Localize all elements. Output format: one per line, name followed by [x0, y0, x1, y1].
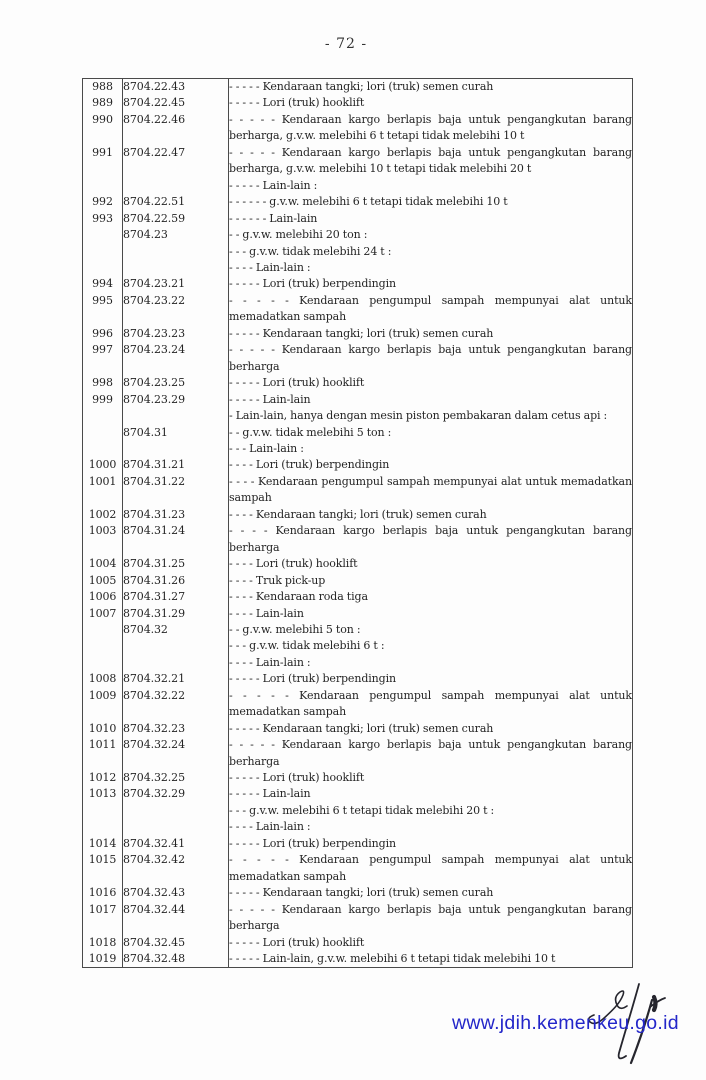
table-row: [83, 573, 633, 589]
table-row: [83, 786, 633, 802]
description: - - - - - Kendaraan kargo berlapis baja untuk pengangkutan barang berharga, g.v.w. melebihi 10 t tetapi tidak melebihi 20 t: [229, 145, 632, 176]
table-row: [83, 902, 633, 935]
description: - - g.v.w. tidak melebihi 5 ton :: [229, 425, 392, 439]
description: - - - g.v.w. melebihi 6 t tetapi tidak melebihi 20 t :: [229, 803, 495, 817]
hs-code: 8704.32.21: [123, 671, 229, 687]
description: - - - - Truk pick-up: [229, 573, 326, 587]
row-number: 1014: [83, 836, 123, 852]
row-number: 999: [83, 392, 123, 408]
table-row: [83, 375, 633, 391]
row-number: 1018: [83, 935, 123, 951]
table-row: [83, 211, 633, 227]
description: - - - g.v.w. tidak melebihi 24 t :: [229, 244, 392, 258]
hs-code: 8704.23.22: [123, 293, 229, 326]
hs-code: 8704.32.44: [123, 902, 229, 935]
hs-code: 8704.22.45: [123, 95, 229, 111]
hs-code: [123, 260, 229, 276]
hs-code: 8704.32.42: [123, 852, 229, 885]
row-number: [83, 227, 123, 243]
hs-code: 8704.23.24: [123, 342, 229, 375]
description: - - - - - - g.v.w. melebihi 6 t tetapi tidak melebihi 10 t: [229, 195, 508, 209]
description: - - - - Kendaraan pengumpul sampah mempunyai alat untuk memadatkan sampah: [229, 474, 632, 505]
row-number: 1002: [83, 507, 123, 523]
table-row: [83, 885, 633, 901]
hs-code: 8704.32.29: [123, 786, 229, 802]
table-row: [83, 326, 633, 342]
row-number: 1019: [83, 951, 123, 968]
description: - - - - - Lain-lain :: [229, 178, 318, 192]
table-row: [83, 721, 633, 737]
row-number: 995: [83, 293, 123, 326]
hs-code: 8704.22.46: [123, 112, 229, 145]
row-number: [83, 819, 123, 835]
row-number: 1004: [83, 556, 123, 572]
description: - - - - Lain-lain :: [229, 260, 311, 274]
table-row: [83, 836, 633, 852]
table-row: [83, 819, 633, 835]
row-number: 1001: [83, 474, 123, 507]
table-row: [83, 638, 633, 654]
description: - - - g.v.w. tidak melebihi 6 t :: [229, 639, 385, 653]
description: - - - - Kendaraan tangki; lori (truk) semen curah: [229, 507, 487, 521]
description: - - - - Lain-lain :: [229, 655, 311, 669]
hs-code: 8704.22.47: [123, 145, 229, 178]
row-number: 1003: [83, 523, 123, 556]
row-number: [83, 622, 123, 638]
row-number: 1009: [83, 688, 123, 721]
row-number: [83, 638, 123, 654]
hs-code: [123, 178, 229, 194]
row-number: 1017: [83, 902, 123, 935]
row-number: 1010: [83, 721, 123, 737]
hs-code: 8704.31.27: [123, 589, 229, 605]
row-number: [83, 244, 123, 260]
hs-code: 8704.31.29: [123, 606, 229, 622]
description: - - - - - Lori (truk) hooklift: [229, 771, 365, 785]
description: - - - - - Lain-lain: [229, 392, 311, 406]
hs-code: 8704.23.21: [123, 276, 229, 292]
description: - - - - Lori (truk) hooklift: [229, 557, 358, 571]
hs-code: [123, 819, 229, 835]
table-row: [83, 737, 633, 770]
row-number: 992: [83, 194, 123, 210]
table-row: [83, 79, 633, 96]
description: - - - - - Kendaraan pengumpul sampah mempunyai alat untuk memadatkan sampah: [229, 688, 632, 719]
table-row: [83, 276, 633, 292]
row-number: [83, 408, 123, 424]
row-number: 1007: [83, 606, 123, 622]
table-row: [83, 523, 633, 556]
description: - - - Lain-lain :: [229, 441, 304, 455]
table-row: [83, 606, 633, 622]
description: - - - - - Kendaraan kargo berlapis baja untuk pengangkutan barang berharga, g.v.w. melebihi 6 t tetapi tidak melebihi 10 t: [229, 112, 632, 143]
description: - - - - - Kendaraan tangki; lori (truk) semen curah: [229, 326, 494, 340]
table-row: [83, 852, 633, 885]
table-row: [83, 457, 633, 473]
hs-code: [123, 408, 229, 424]
description: - - - - - Kendaraan tangki; lori (truk) semen curah: [229, 80, 494, 93]
row-number: 1006: [83, 589, 123, 605]
description: - - - - - Lori (truk) hooklift: [229, 96, 365, 110]
description: - - - - - Kendaraan pengumpul sampah mempunyai alat untuk memadatkan sampah: [229, 853, 632, 883]
hs-code: 8704.31.25: [123, 556, 229, 572]
table-row: [83, 260, 633, 276]
hs-code: [123, 244, 229, 260]
row-number: [83, 803, 123, 819]
description: - - - - - Lori (truk) hooklift: [229, 935, 365, 949]
hs-code: [123, 638, 229, 654]
table-row: [83, 688, 633, 721]
description: - - g.v.w. melebihi 5 ton :: [229, 622, 361, 636]
tariff-table: [82, 78, 633, 968]
row-number: 998: [83, 375, 123, 391]
row-number: 1005: [83, 573, 123, 589]
row-number: [83, 178, 123, 194]
table-row: [83, 112, 633, 145]
table-row: [83, 803, 633, 819]
hs-code: 8704.32.24: [123, 737, 229, 770]
hs-code: 8704.32.22: [123, 688, 229, 721]
hs-code: 8704.32.23: [123, 721, 229, 737]
row-number: [83, 655, 123, 671]
page-number: - 72 -: [324, 36, 368, 52]
description: - - - - - Kendaraan kargo berlapis baja untuk pengangkutan barang berharga: [229, 738, 632, 768]
table-row: [83, 408, 633, 424]
table-row: [83, 474, 633, 507]
hs-code: [123, 803, 229, 819]
hs-code: 8704.23.25: [123, 375, 229, 391]
hs-code: 8704.23.29: [123, 392, 229, 408]
hs-code: 8704.31.24: [123, 523, 229, 556]
row-number: 1015: [83, 852, 123, 885]
hs-code: 8704.32.43: [123, 885, 229, 901]
row-number: 988: [83, 79, 123, 96]
table-row: [83, 178, 633, 194]
row-number: 994: [83, 276, 123, 292]
table-row: [83, 244, 633, 260]
table-row: [83, 293, 633, 326]
row-number: 991: [83, 145, 123, 178]
table-row: [83, 507, 633, 523]
description: - - - - - Kendaraan pengumpul sampah mempunyai alat untuk memadatkan sampah: [229, 293, 632, 324]
hs-code: 8704.32.48: [123, 951, 229, 968]
description: - - - - - Kendaraan tangki; lori (truk) semen curah: [229, 721, 494, 735]
table-row: [83, 622, 633, 638]
hs-code: 8704.31: [123, 425, 229, 441]
row-number: 989: [83, 95, 123, 111]
description: - - - - - Lain-lain: [229, 787, 311, 801]
watermark-link: www.jdih.kemenkeu.go.id: [452, 1012, 679, 1034]
description: - - - - - Kendaraan tangki; lori (truk) semen curah: [229, 886, 494, 900]
description: - - - - - Lain-lain, g.v.w. melebihi 6 t tetapi tidak melebihi 10 t: [229, 952, 556, 966]
row-number: 1011: [83, 737, 123, 770]
hs-code: 8704.23: [123, 227, 229, 243]
table-row: [83, 425, 633, 441]
table-row: [83, 770, 633, 786]
table-row: [83, 951, 633, 968]
description: - Lain-lain, hanya dengan mesin piston pembakaran dalam cetus api :: [229, 409, 608, 423]
table-row: [83, 556, 633, 572]
description: - - - - Lain-lain: [229, 606, 304, 620]
table-row: [83, 441, 633, 457]
row-number: 997: [83, 342, 123, 375]
description: - - - - - Lori (truk) berpendingin: [229, 672, 397, 686]
table-row: [83, 145, 633, 178]
row-number: [83, 441, 123, 457]
hs-code: 8704.23.23: [123, 326, 229, 342]
table-row: [83, 342, 633, 375]
row-number: 1000: [83, 457, 123, 473]
row-number: 1016: [83, 885, 123, 901]
table-row: [83, 671, 633, 687]
description: - - g.v.w. melebihi 20 ton :: [229, 228, 368, 242]
hs-code: 8704.31.22: [123, 474, 229, 507]
hs-code: 8704.31.21: [123, 457, 229, 473]
row-number: 990: [83, 112, 123, 145]
table-row: [83, 935, 633, 951]
hs-code: 8704.32: [123, 622, 229, 638]
row-number: 996: [83, 326, 123, 342]
row-number: [83, 260, 123, 276]
hs-code: 8704.32.45: [123, 935, 229, 951]
description: - - - - - Lori (truk) hooklift: [229, 376, 365, 390]
hs-code: 8704.31.26: [123, 573, 229, 589]
table-row: [83, 95, 633, 111]
hs-code: 8704.22.43: [123, 79, 229, 96]
tariff-table-body: [83, 79, 633, 968]
description: - - - - Lain-lain :: [229, 820, 311, 834]
hs-code: 8704.32.25: [123, 770, 229, 786]
description: - - - - Lori (truk) berpendingin: [229, 458, 390, 472]
hs-code: 8704.22.59: [123, 211, 229, 227]
table-row: [83, 655, 633, 671]
description: - - - - Kendaraan roda tiga: [229, 590, 368, 604]
row-number: [83, 425, 123, 441]
table-row: [83, 392, 633, 408]
hs-code: [123, 441, 229, 457]
description: - - - - - - Lain-lain: [229, 211, 318, 225]
row-number: 993: [83, 211, 123, 227]
hs-code: [123, 655, 229, 671]
description: - - - - - Kendaraan kargo berlapis baja untuk pengangkutan barang berharga: [229, 343, 632, 373]
hs-code: 8704.31.23: [123, 507, 229, 523]
row-number: 1012: [83, 770, 123, 786]
hs-code: 8704.32.41: [123, 836, 229, 852]
description: - - - - Kendaraan kargo berlapis baja untuk pengangkutan barang berharga: [229, 524, 632, 554]
table-row: [83, 194, 633, 210]
description: - - - - - Lori (truk) berpendingin: [229, 277, 397, 291]
description: - - - - - Kendaraan kargo berlapis baja untuk pengangkutan barang berharga: [229, 902, 632, 933]
row-number: 1008: [83, 671, 123, 687]
table-row: [83, 589, 633, 605]
row-number: 1013: [83, 786, 123, 802]
description: - - - - - Lori (truk) berpendingin: [229, 836, 397, 850]
hs-code: 8704.22.51: [123, 194, 229, 210]
table-row: [83, 227, 633, 243]
